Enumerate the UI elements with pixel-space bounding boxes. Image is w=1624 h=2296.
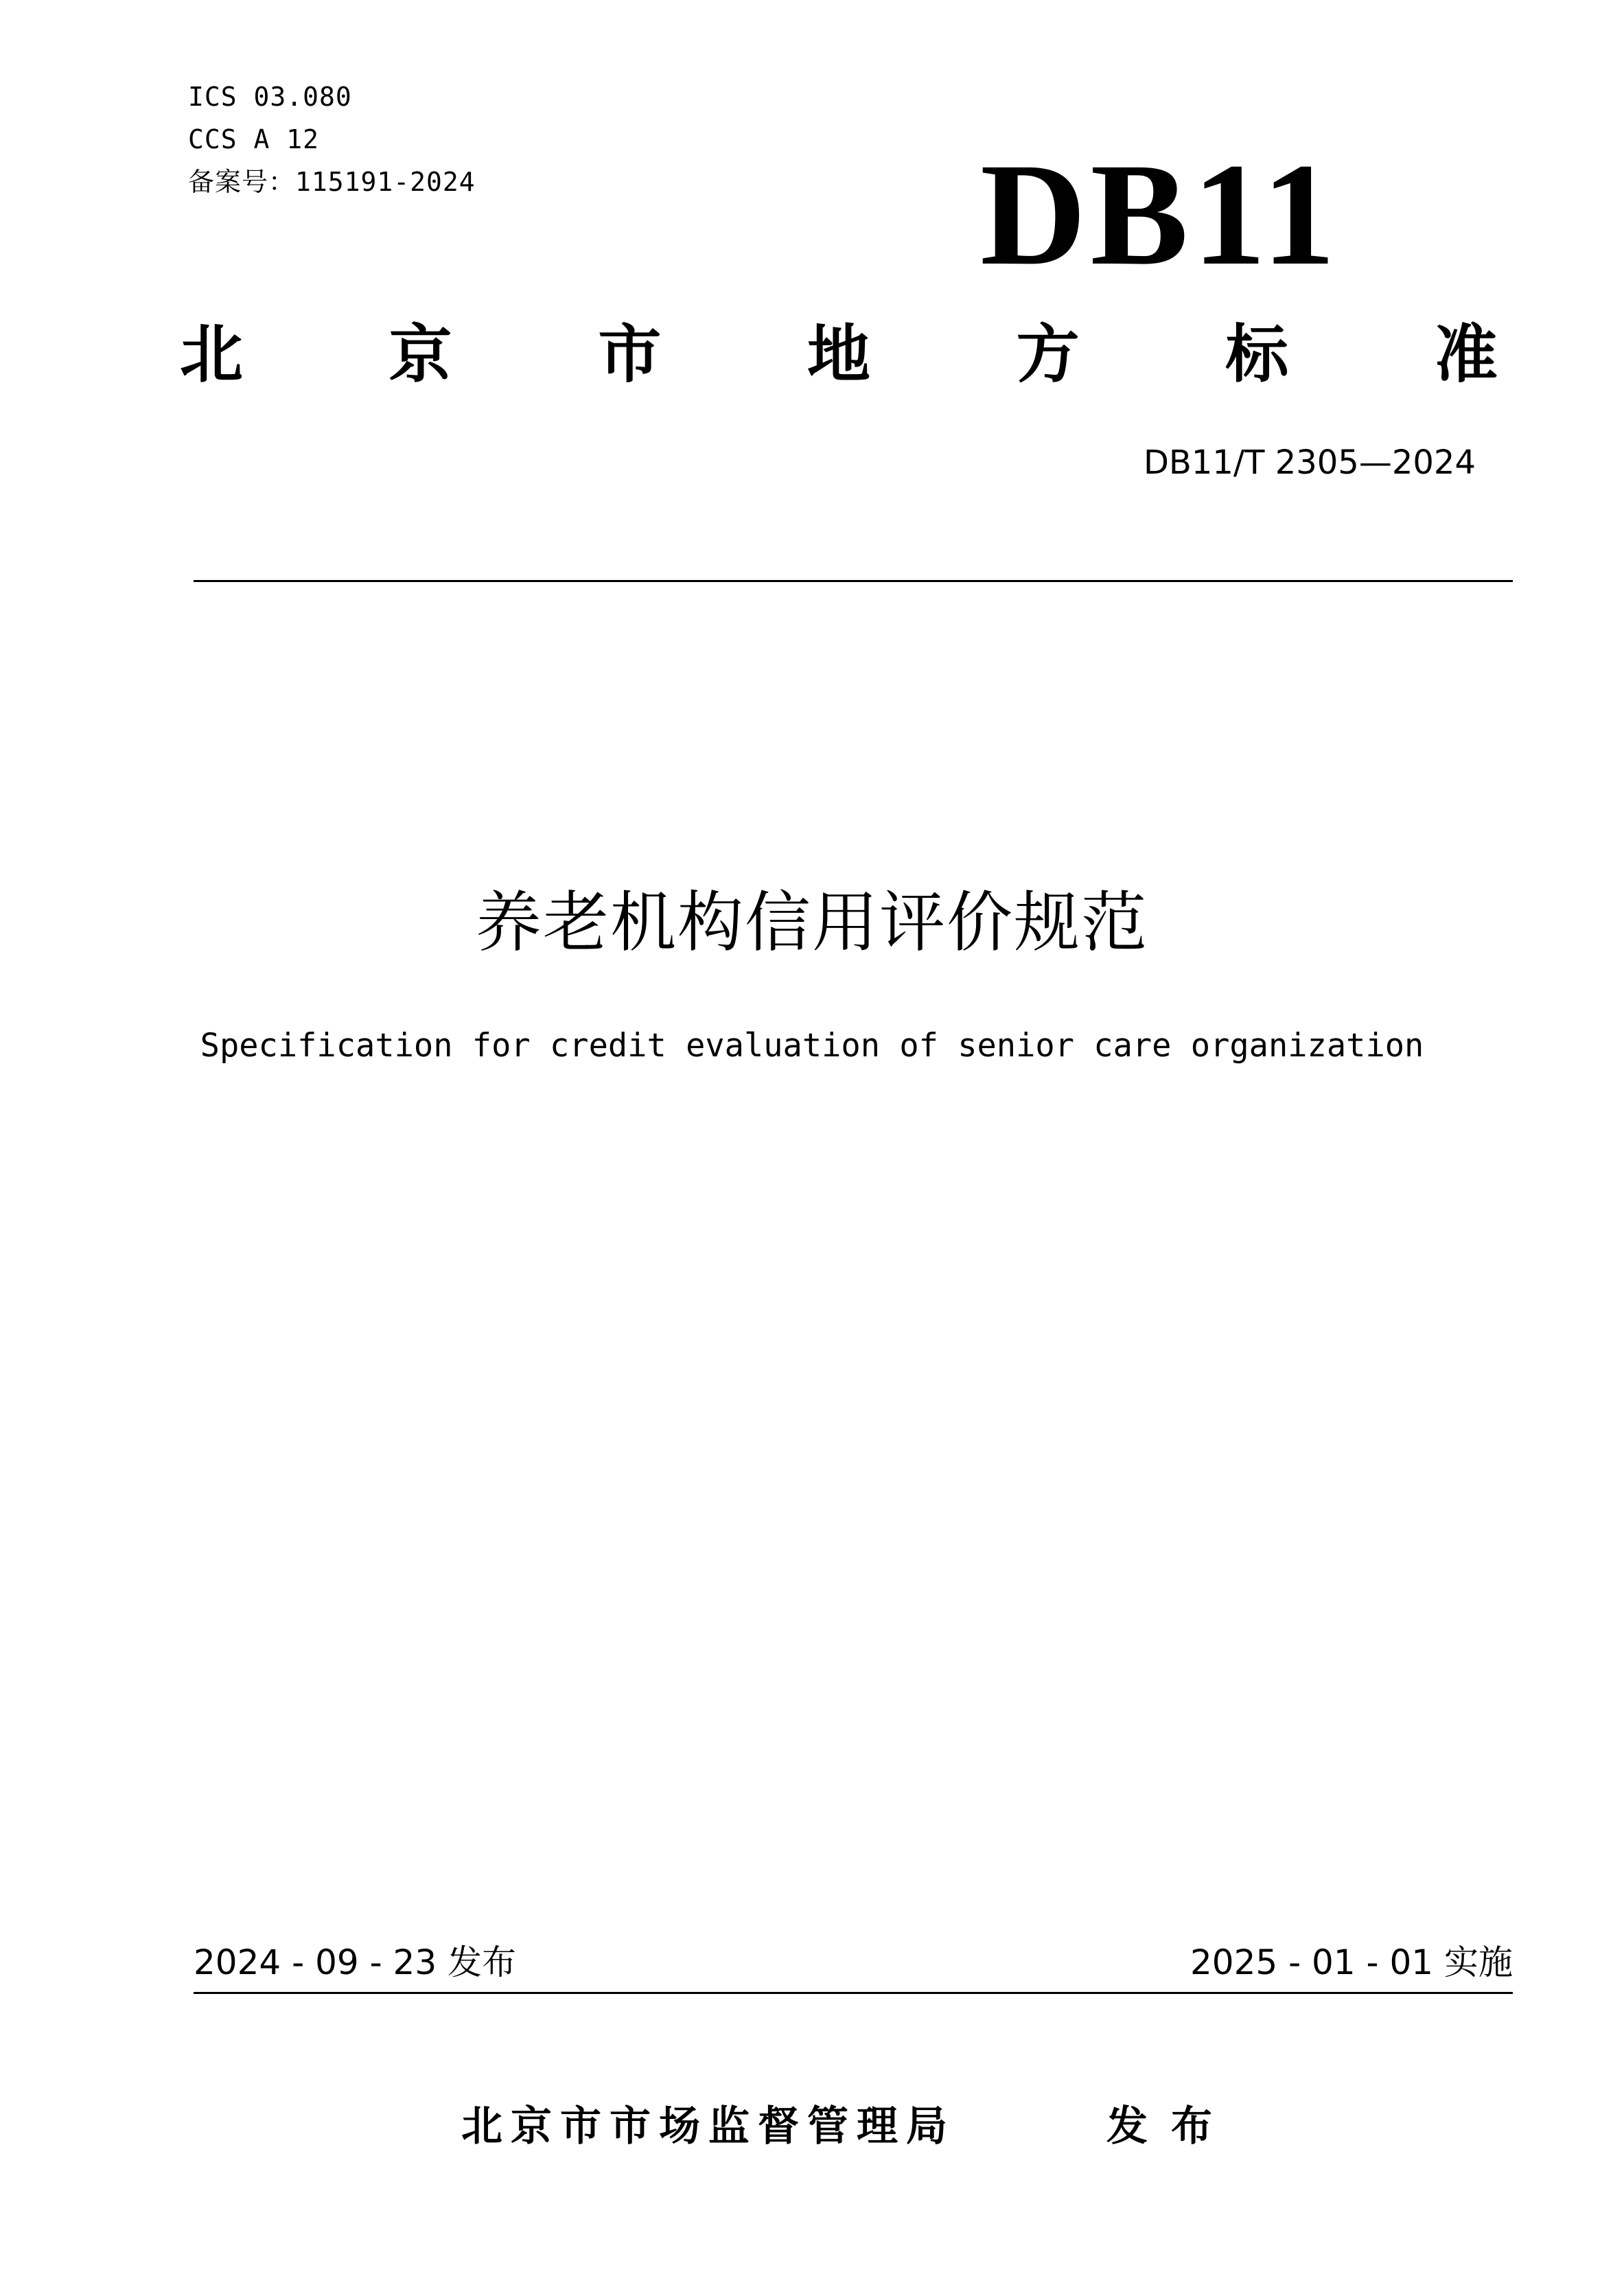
standard-type-char: 京	[388, 318, 452, 391]
standard-type-char: 地	[807, 318, 870, 391]
standard-type-char: 市	[598, 318, 662, 391]
filing-number: 备案号：115191-2024	[188, 167, 476, 197]
ics-code: ICS 03.080	[188, 82, 352, 112]
standard-type-char: 准	[1434, 318, 1498, 391]
date-divider	[194, 1992, 1513, 1994]
issue-action: 发布	[1106, 2102, 1236, 2150]
document-title-chinese: 养老机构信用评价规范	[476, 884, 1148, 961]
effective-date: 2025 - 01 - 01 实施	[1190, 1943, 1513, 1982]
standard-type-char: 北	[180, 318, 244, 391]
standard-type-heading	[180, 317, 1498, 393]
publish-date: 2024 - 09 - 23 发布	[194, 1943, 517, 1982]
standard-type-char: 标	[1225, 318, 1289, 391]
document-title-english: Specification for credit evaluation of senior care organization	[200, 1027, 1424, 1065]
ccs-code: CCS A 12	[188, 124, 320, 154]
standard-number: DB11/T 2305—2024	[1143, 443, 1476, 482]
header-divider	[194, 580, 1513, 582]
standard-type-char: 方	[1016, 318, 1080, 391]
db11-logo: DB11	[980, 133, 1340, 296]
issuing-authority: 北京市市场监督管理局	[461, 2102, 955, 2150]
